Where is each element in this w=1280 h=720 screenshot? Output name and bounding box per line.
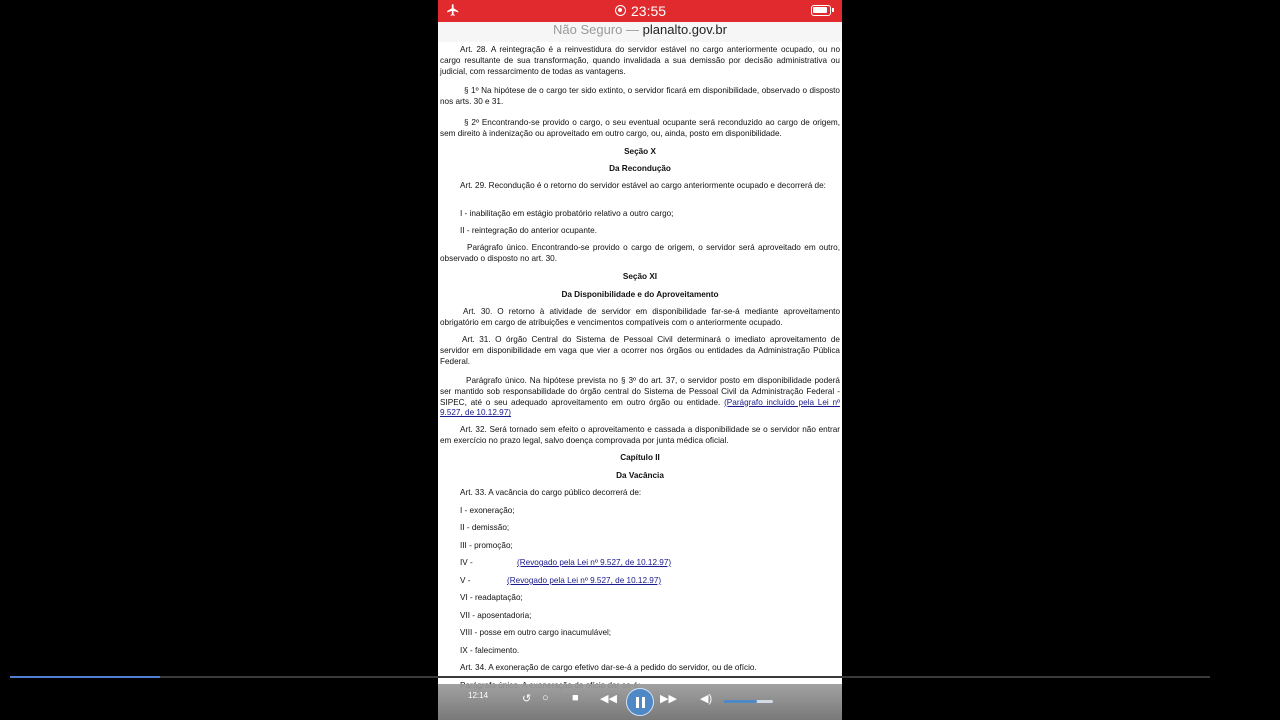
volume-slider[interactable]	[723, 700, 773, 703]
art34-text: Art. 34. A exoneração de cargo efetivo dar-se-á a pedido do servidor, ou de ofício.	[460, 663, 757, 672]
chapter-ii-heading: Capítulo II	[620, 453, 660, 462]
art33-item-ii: II - demissão;	[460, 523, 510, 532]
art29-item-i: I - inabilitação em estágio probatório relativo a outro cargo;	[460, 209, 674, 218]
art33-item-vi: VI - readaptação;	[460, 593, 523, 602]
url-domain: planalto.gov.br	[642, 22, 727, 37]
chapter-ii-title: Da Vacância	[616, 471, 664, 480]
art31-sole-paragraph-text: Parágrafo único. Na hipótese prevista no § 3º do art. 37, o servidor posto em disponibilidade poderá ser mantido sob responsabilidade do órgão central do Sistema de Pessoal Civil da Administração Federal - SIPEC, até o seu adequado aproveitamento em outro órgão ou entidade.	[440, 376, 840, 407]
url-bar[interactable]	[438, 22, 842, 42]
art31-text: Art. 31. O órgão Central do Sistema de Pessoal Civil determinará o imediato aproveitamento de servidor em disponibilidade em vaga que vier a ocorrer nos órgãos ou entidades da Administração Pública Federal.	[440, 335, 840, 366]
status-bar	[438, 0, 842, 22]
elapsed-time: 12:14	[468, 691, 489, 700]
fast-forward-icon[interactable]: ▶▶	[660, 693, 677, 705]
insecure-label: Não Seguro —	[553, 22, 640, 37]
airplane-icon	[446, 3, 460, 17]
art32-text: Art. 32. Será tornado sem efeito o aproveitamento e cassada a disponibilidade se o servidor não entrar em exercício no prazo legal, salvo doença comprovada por junta médica oficial.	[440, 425, 840, 445]
media-controls	[438, 684, 842, 720]
art33-item-ix: IX - falecimento.	[460, 646, 520, 655]
video-progress-fill	[10, 676, 160, 678]
battery-icon	[811, 5, 831, 16]
stop-icon[interactable]: ■	[572, 692, 579, 704]
art33-item-iv: IV -	[460, 558, 473, 567]
shuffle-icon[interactable]: ○	[542, 692, 549, 704]
pause-button[interactable]	[626, 688, 654, 716]
rewind-icon[interactable]: ◀◀	[600, 693, 617, 705]
art28-paragraph-2: § 2º Encontrando-se provido o cargo, o seu eventual ocupante será reconduzido ao cargo de origem, sem direito à indenização ou aproveitado em outro cargo, ou, ainda, posto em disponibilidade.	[440, 118, 840, 138]
status-time: 23:55	[631, 3, 667, 19]
art31-sole-paragraph	[440, 376, 840, 419]
art30-text: Art. 30. O retorno à atividade de servidor em disponibilidade far-se-á mediante aproveitamento obrigatório em cargo de atribuições e vencimentos compatíveis com o anteriormente ocupado.	[440, 307, 840, 327]
volume-icon[interactable]: ◀)	[700, 693, 713, 705]
video-progress-bar[interactable]	[10, 676, 1210, 678]
art33-text: Art. 33. A vacância do cargo público decorrerá de:	[460, 488, 642, 497]
art28-text: Art. 28. A reintegração é a reinvestidura do servidor estável no cargo anteriormente ocupado, ou no cargo resultante de sua transformação, quando invalidada a sua demissão por decisão administrativa ou judicial, com ressarcimento de todas as vantagens.	[440, 45, 840, 76]
art33-item-v-revoked-link[interactable]: (Revogado pela Lei nº 9.527, de 10.12.97)	[507, 576, 662, 585]
art28-paragraph-1: § 1º Na hipótese de o cargo ter sido extinto, o servidor ficará em disponibilidade, observado o disposto nos arts. 30 e 31.	[440, 86, 840, 106]
art33-item-v: V -	[460, 576, 471, 585]
art33-item-i: I - exoneração;	[460, 506, 515, 515]
art29-text: Art. 29. Recondução é o retorno do servidor estável ao cargo anteriormente ocupado e decorrerá de:	[460, 181, 826, 190]
art29-item-ii: II - reintegração do anterior ocupante.	[460, 226, 597, 235]
art33-item-vii: VII - aposentadoria;	[460, 611, 532, 620]
art33-item-iii: III - promoção;	[460, 541, 513, 550]
section-x-heading: Seção X	[624, 147, 656, 156]
art33-item-iv-revoked-link[interactable]: (Revogado pela Lei nº 9.527, de 10.12.97)	[517, 558, 672, 567]
art31-amendment-link[interactable]: (Parágrafo incluído pela Lei nº 9.527, de 10.12.97)	[440, 397, 841, 418]
art29-sole-paragraph: Parágrafo único. Encontrando-se provido o cargo de origem, o servidor será aproveitado em outro, observado o disposto no art. 30.	[440, 243, 840, 263]
screen-record-icon	[615, 5, 626, 16]
phone-screen	[438, 0, 842, 720]
art33-item-viii: VIII - posse em outro cargo inacumulável;	[460, 628, 612, 637]
repeat-icon[interactable]: ↺	[522, 693, 532, 705]
section-x-title: Da Recondução	[609, 164, 671, 173]
section-xi-heading: Seção XI	[622, 272, 658, 281]
section-xi-title: Da Disponibilidade e do Aproveitamento	[561, 290, 719, 299]
